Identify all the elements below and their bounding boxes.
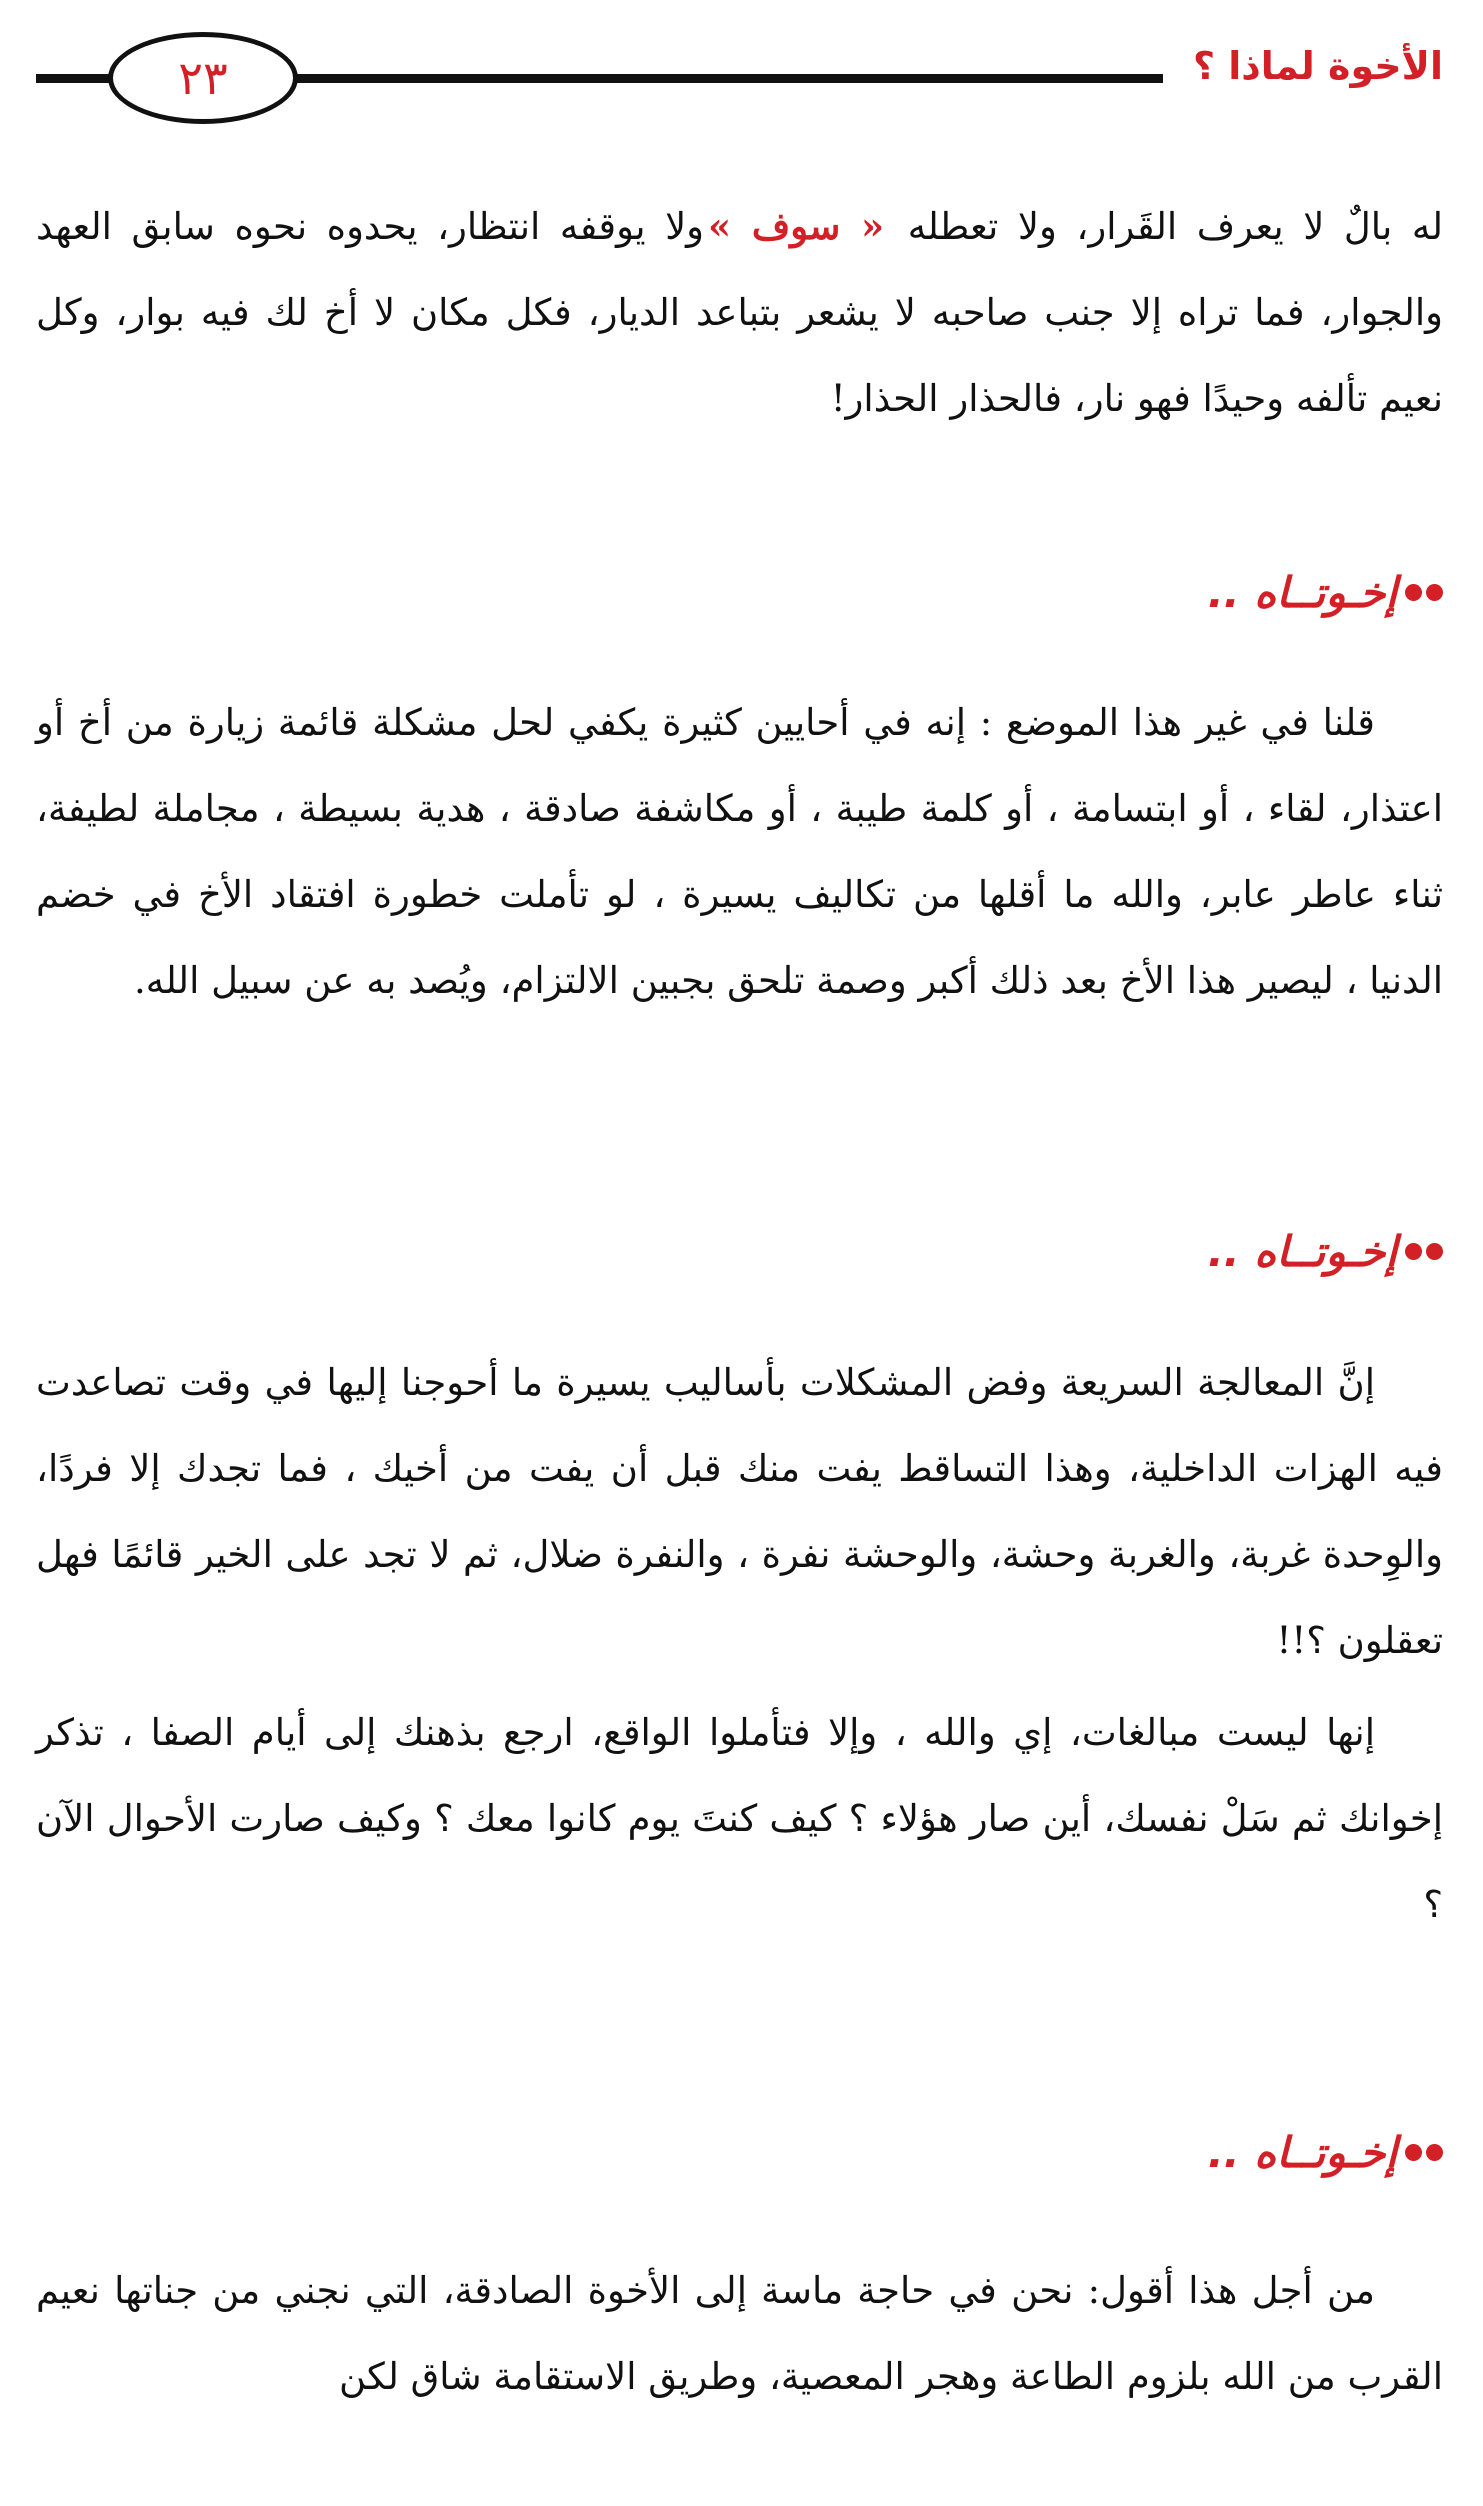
section-1-body	[36, 680, 1443, 1024]
paragraph: قلنا في غير هذا الموضع : إنه في أحايين كثيرة يكفي لحل مشكلة قائمة زيارة من أخ أو اعتذار، لقاء ، أو ابتسامة ، أو كلمة طيبة ، أو مكاشفة صادقة ، هدية بسيطة ، مجاملة لطيفة، ثناء عاطر عابر، والله ما أقلها من تكاليف يسيرة ، لو تأملت خطورة افتقاد الأخ في خضم الدنيا ، ليصير هذا الأخ بعد ذلك أكبر وصمة تلحق بجبين الالتزام، ويُصد به عن سبيل الله.	[36, 701, 1443, 1002]
paragraph: إنَّ المعالجة السريعة وفض المشكلات بأساليب يسيرة ما أحوجنا إليها في وقت تصاعدت فيه الهزات الداخلية، وهذا التساقط يفت منك قبل أن يفت من أخيك ، فما تجدك إلا فردًا، والوِحدة غربة، والغربة وحشة، والوحشة نفرة ، والنفرة ضلال، ثم لا تجد على الخير قائمًا فهل تعقلون ؟!!	[36, 1361, 1443, 1662]
paragraph	[36, 183, 1443, 442]
double-dot-bullet-icon	[1405, 2144, 1443, 2161]
double-dot-bullet-icon	[1405, 584, 1443, 601]
section-heading	[1208, 568, 1443, 617]
section-heading	[1208, 1227, 1443, 1276]
section-heading-text: إخـوتــاه ..	[1207, 1227, 1397, 1276]
section-heading-text: إخـوتــاه ..	[1207, 2128, 1397, 2177]
section-heading	[1208, 2128, 1443, 2177]
paragraph-text: له بالٌ لا يعرف القَرار، ولا تعطله	[907, 205, 1444, 248]
section-2-body	[36, 1340, 1443, 1948]
running-title: الأخوة لماذا ؟	[1192, 44, 1443, 88]
double-dot-bullet-icon	[1405, 1243, 1443, 1260]
emphasis-word: « سوف »	[708, 204, 885, 248]
paragraph: إنها ليست مبالغات، إي والله ، وإلا فتأملوا الواقع، ارجع بذهنك إلى أيام الصفا ، تذكر إخوانك ثم سَلْ نفسك، أين صار هؤلاء ؟ كيف كنتَ يوم كانوا معك ؟ وكيف صارت الأحوال الآن ؟	[36, 1711, 1443, 1926]
section-3-body	[36, 2248, 1443, 2420]
page-header	[36, 30, 1443, 130]
paragraph: من أجل هذا أقول: نحن في حاجة ماسة إلى الأخوة الصادقة، التي نجني من جناتها نعيم القرب من الله بلزوم الطاعة وهجر المعصية، وطريق الاستقامة شاق لكن	[36, 2269, 1443, 2398]
continuation-block	[36, 183, 1443, 442]
page-number: ٢٣	[108, 32, 298, 124]
section-heading-text: إخـوتــاه ..	[1207, 568, 1397, 617]
paragraph-text: ولا يوقفه انتظار، يحدوه نحوه سابق العهد والجوار، فما تراه إلا جنب صاحبه لا يشعر بتباعد الديار، فكل مكان لا أخ لك فيه بوار، وكل نعيم تألفه وحيدًا فهو نار، فالحذار الحذار!	[36, 205, 1443, 420]
